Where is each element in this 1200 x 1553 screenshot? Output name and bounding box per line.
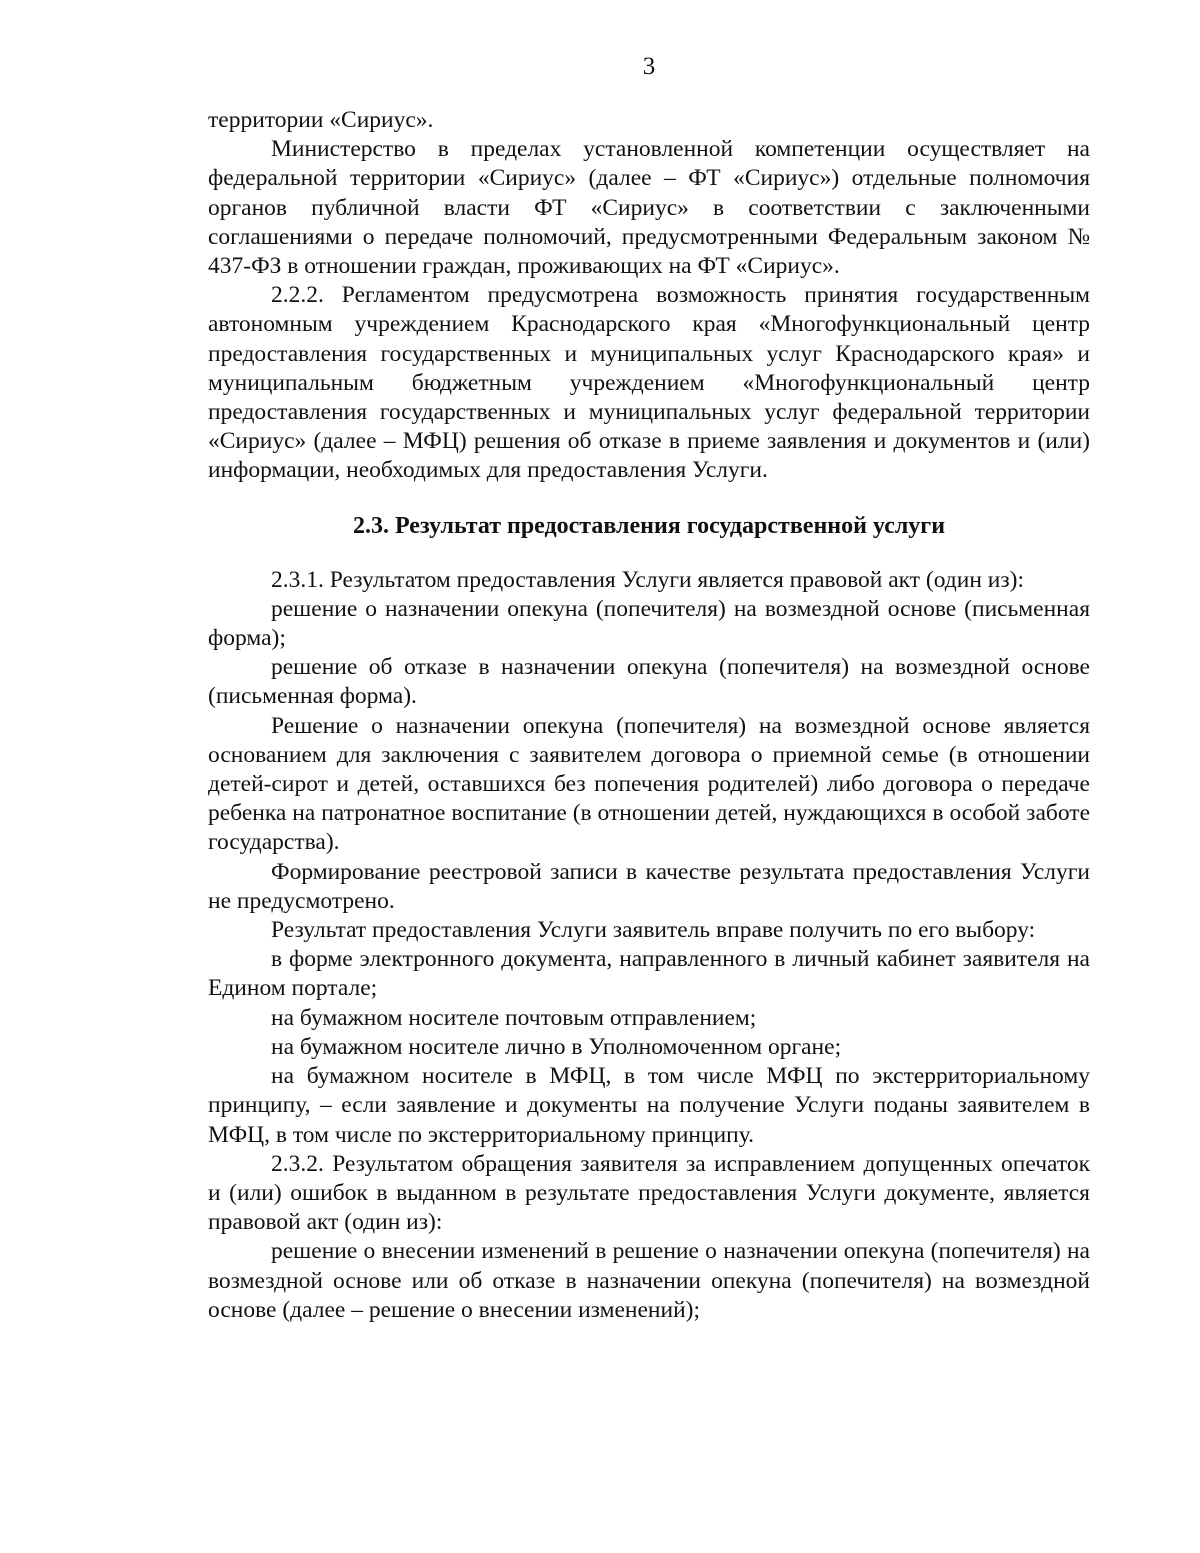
paragraph: в форме электронного документа, направленного в личный кабинет заявителя на Едином портале; [208,946,1090,1002]
paragraph: Формирование реестровой записи в качестве результата предоставления Услуги не предусмотрено. [208,858,1090,914]
paragraph: Министерство в пределах установленной компетенции осуществляет на федеральной территории «Сириус» (далее – ФТ «Сириус») отдельные полномочия органов публичной власти ФТ «Сириус» в соответствии с заключенными соглашениями о передаче полномочий, предусмотренными Федеральным законом № 437-ФЗ в отношении граждан, проживающих на ФТ «Сириус». [208,136,1090,280]
paragraph: на бумажном носителе лично в Уполномоченном органе; [271,1033,842,1060]
document-page [208,52,1090,1325]
page-number: 3 [642,53,656,80]
paragraph: 2.3.2. Результатом обращения заявителя за исправлением допущенных опечаток и (или) ошибок в выданном в результате предоставления Услуги документе, является правовой акт (один из): [208,1150,1090,1236]
paragraph: 2.3.1. Результатом предоставления Услуги является правовой акт (один из): [271,566,1025,593]
paragraph: решение об отказе в назначении опекуна (попечителя) на возмездной основе (письменная форма). [208,654,1090,710]
paragraph: решение о внесении изменений в решение о назначении опекуна (попечителя) на возмездной основе или об отказе в назначении опекуна (попечителя) на возмездной основе (далее – решение о внесении изменений); [208,1238,1090,1323]
paragraph: Решение о назначении опекуна (попечителя) на возмездной основе является основанием для заключения с заявителем договора о приемной семье (в отношении детей-сирот и детей, оставшихся без попечения родителей) либо договора о передаче ребенка на патронатное воспитание (в отношении детей, нуждающихся в особой заботе государства). [208,712,1090,856]
paragraph: Результат предоставления Услуги заявитель вправе получить по его выбору: [271,917,1036,944]
paragraph: решение о назначении опекуна (попечителя) на возмездной основе (письменная форма); [208,595,1090,652]
paragraph: 2.2.2. Регламентом предусмотрена возможность принятия государственным автономным учреждением Краснодарского края «Многофункциональный центр предоставления государственных и муниципальных услуг Краснодарского края» и муниципальным бюджетным учреждением «Многофункциональный центр предоставления государственных и муниципальных услуг федеральной территории «Сириус» (далее – МФЦ) решения об отказе в приеме заявления и документов и (или) информации, необходимых для предоставления Услуги. [208,282,1090,484]
paragraph: территории «Сириус». [208,107,434,133]
paragraph: на бумажном носителе в МФЦ, в том числе МФЦ по экстерриториальному принципу, – если заявление и документы на получение Услуги поданы заявителем в МФЦ, в том числе по экстерриториальному принципу. [208,1063,1090,1148]
paragraph: на бумажном носителе почтовым отправлением; [271,1004,757,1031]
section-heading: 2.3. Результат предоставления государственной услуги [352,512,946,539]
section-a [208,106,1090,486]
section-b [208,566,1090,1325]
